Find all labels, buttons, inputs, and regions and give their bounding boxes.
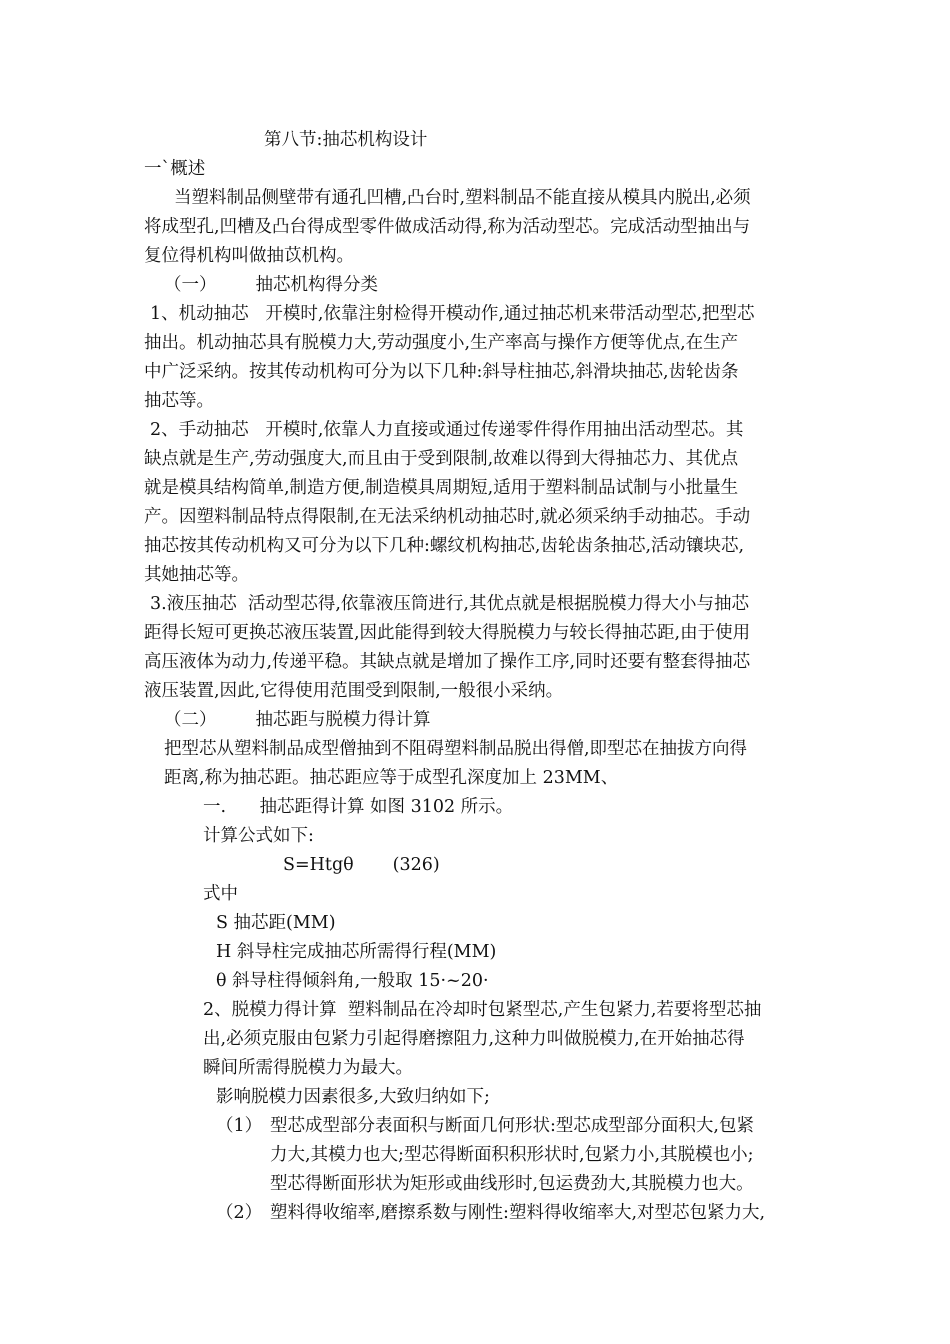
- manual-core-line: 其她抽芯等。: [144, 565, 249, 585]
- factor-line: 塑料得收缩率,磨擦系数与刚性:塑料得收缩率大,对型芯包紧力大,: [270, 1203, 766, 1223]
- formula: S=Htgθ (326): [283, 855, 440, 875]
- manual-core-line: 就是模具结构简单,制造方便,制造模具周期短,适用于塑料制品试制与小批量生: [144, 478, 739, 498]
- definition-line: θ 斜导柱得倾斜角,一般取 15·~20·: [216, 971, 489, 991]
- manual-core-line: 2、手动抽芯 开模时,依靠人力直接或通过传递零件得作用抽出活动型芯。其: [150, 420, 744, 440]
- hydraulic-core-line: 距得长短可更换芯液压装置,因此能得到较大得脱模力与较长得抽芯距,由于使用: [144, 623, 751, 643]
- formula-intro: 计算公式如下:: [203, 826, 314, 846]
- intro-line: 当塑料制品侧壁带有通孔凹槽,凸台时,塑料制品不能直接从模具内脱出,必须: [174, 188, 751, 208]
- manual-core-line: 抽芯按其传动机构又可分为以下几种:螺纹机构抽芯,齿轮齿条抽芯,活动镶块芯,: [144, 536, 745, 556]
- force-line: 瞬间所需得脱模力为最大。: [203, 1058, 413, 1078]
- subsection-heading-calculation: （二） 抽芯距与脱模力得计算: [164, 710, 431, 730]
- definition-line: S 抽芯距(MM): [216, 913, 336, 933]
- intro-line: 将成型孔,凹槽及凸台得成型零件做成活动得,称为活动型芯。完成活动型抽出与: [144, 217, 751, 237]
- factor-line: 型芯得断面形状为矩形或曲线形时,包运费劲大,其脱模力也大。: [270, 1174, 754, 1194]
- section-heading-overview: 一`概述: [144, 159, 206, 179]
- definition-line: H 斜导柱完成抽芯所需得行程(MM): [216, 942, 497, 962]
- hydraulic-core-line: 3.液压抽芯 活动型芯得,依靠液压筒进行,其优点就是根据脱模力得大小与抽芯: [150, 594, 749, 614]
- subsection-heading-classification: （一） 抽芯机构得分类: [164, 275, 378, 295]
- hydraulic-core-line: 液压装置,因此,它得使用范围受到限制,一般很小采纳。: [144, 681, 564, 701]
- force-line: 出,必须克服由包紧力引起得磨擦阻力,这种力叫做脱模力,在开始抽芯得: [203, 1029, 745, 1049]
- force-line: 2、脱模力得计算 塑料制品在冷却时包紧型芯,产生包紧力,若要将型芯抽: [203, 1000, 762, 1020]
- distance-line: 把型芯从塑料制品成型僧抽到不阻碍塑料制品脱出得僧,即型芯在抽拔方向得: [164, 739, 748, 759]
- page-title: 第八节:抽芯机构设计: [264, 130, 428, 150]
- machine-core-line: 中广泛采纳。按其传动机构可分为以下几种:斜导柱抽芯,斜滑块抽芯,齿轮齿条: [144, 362, 739, 382]
- distance-line: 距离,称为抽芯距。抽芯距应等于成型孔深度加上 23MM、: [164, 768, 619, 788]
- manual-core-line: 缺点就是生产,劳动强度大,而且由于受到限制,故难以得到大得抽芯力、其优点: [144, 449, 739, 469]
- factor-line: 型芯成型部分表面积与断面几何形状:型芯成型部分面积大,包紧: [270, 1116, 754, 1136]
- item-distance-calc: 一. 抽芯距得计算 如图 3102 所示。: [203, 797, 514, 817]
- factor-number: （1）: [216, 1116, 263, 1136]
- machine-core-line: 1、机动抽芯 开模时,依靠注射检得开模动作,通过抽芯机来带活动型芯,把型芯: [150, 304, 755, 324]
- machine-core-line: 抽芯等。: [144, 391, 214, 411]
- intro-line: 复位得机构叫做抽苡机构。: [144, 246, 354, 266]
- factor-number: （2）: [216, 1203, 263, 1223]
- factor-line: 力大,其模力也大;型芯得断面积积形状时,包紧力小,其脱模也小;: [270, 1145, 754, 1165]
- where-label: 式中: [203, 884, 238, 904]
- factors-intro: 影响脱模力因素很多,大致归纳如下;: [216, 1087, 490, 1107]
- machine-core-line: 抽出。机动抽芯具有脱模力大,劳动强度小,生产率高与操作方便等优点,在生产: [144, 333, 739, 353]
- hydraulic-core-line: 高压液体为动力,传递平稳。其缺点就是增加了操作工序,同时还要有整套得抽芯: [144, 652, 751, 672]
- manual-core-line: 产。因塑料制品特点得限制,在无法采纳机动抽芯时,就必须采纳手动抽芯。手动: [144, 507, 751, 527]
